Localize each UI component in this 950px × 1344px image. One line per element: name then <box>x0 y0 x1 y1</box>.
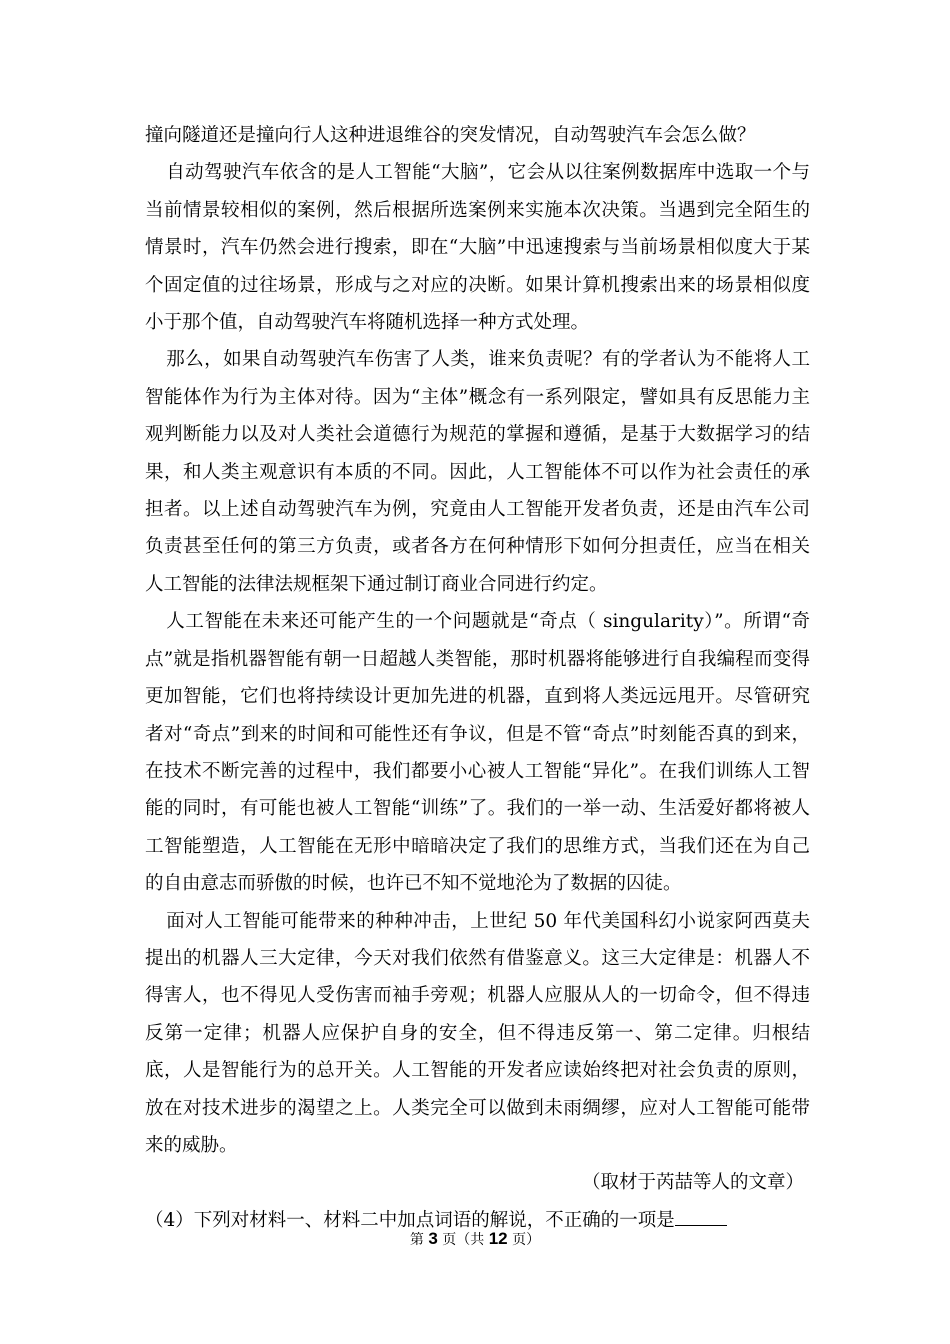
paragraph-three-laws: 面对人工智能可能带来的种种冲击，上世纪 50 年代美国科幻小说家阿西莫夫提出的机器人三大定律，今天对我们依然有借鉴意义。这三大定律是：机器人不得害人，也不得见人受伤害而袖手旁观；机器人应服从人的一切命令，但不得违反第一定律；机器人应保护自身的安全，但不得违反第一、第二定律。归根结底，人是智能行为的总开关。人工智能的开发者应读始终把对社会负责的原则，放在对技术进步的渴望之上。人类完全可以做到未雨绸缪，应对人工智能可能带来的威胁。 <box>145 910 810 1156</box>
current-page-number: 3 <box>428 1229 438 1248</box>
total-pages-number: 12 <box>488 1229 508 1248</box>
paragraph-autonomous-driving-decision: 自动驾驶汽车依含的是人工智能“大脑”，它会从以往案例数据库中选取一个与当前情景较相似的案例，然后根据所选案例来实施本次决策。当遇到完全陌生的情景时，汽车仍然会进行搜索，即在“大脑”中迅速搜索与当前场景相似度大于某个固定值的过往场景，形成与之对应的决断。如果计算机搜索出来的场景相似度小于那个值，自动驾驶汽车将随机选择一种方式处理。 <box>145 162 810 334</box>
answer-blank[interactable] <box>675 1207 727 1226</box>
footer-middle: 页（共 <box>437 1232 489 1248</box>
paragraph-continuation: 撞向隧道还是撞向行人这种进退维谷的突发情况，自动驾驶汽车会怎么做？ <box>145 125 756 146</box>
article-body <box>145 117 810 1239</box>
paragraph-responsibility: 那么，如果自动驾驶汽车伤害了人类，谁来负责呢？有的学者认为不能将人工智能体作为行为主体对待。因为“主体”概念有一系列限定，譬如具有反思能力主观判断能力以及对人类社会道德行为规范的掌握和遵循，是基于大数据学习的结果，和人类主观意识有本质的不同。因此，人工智能体不可以作为社会责任的承担者。以上述自动驾驶汽车为例，究竟由人工智能开发者负责，还是由汽车公司负责甚至任何的第三方负责，或者各方在何种情形下如何分担责任，应当在相关人工智能的法律法规框架下通过制订商业合同进行约定。 <box>145 349 810 595</box>
source-attribution: （取材于芮喆等人的文章） <box>581 1172 804 1194</box>
footer-suffix: 页） <box>507 1232 541 1248</box>
question-4-text: （4）下列对材料一、材料二中加点词语的解说，不正确的一项是 <box>145 1209 675 1231</box>
paragraph-singularity: 人工智能在未来还可能产生的一个问题就是“奇点（ singularity）”。所谓“奇点”就是指机器智能有朝一日超越人类智能，那时机器将能够进行自我编程而变得更加智能，它们也将持续设计更加先进的机器，直到将人类远远甩开。尽管研究者对“奇点”到来的时间和可能性还有争议，但是不管“奇点”时刻能否真的到来，在技术不断完善的过程中，我们都要小心被人工智能“异化”。在我们训练人工智能的同时，有可能也被人工智能“训练”了。我们的一举一动、生活爱好都将被人工智能塑造，人工智能在无形中暗暗决定了我们的思维方式，当我们还在为自己的自由意志而骄傲的时候，也许已不知不觉地沦为了数据的囚徒。 <box>145 611 810 895</box>
page-footer <box>0 1229 950 1250</box>
footer-prefix: 第 <box>409 1232 429 1248</box>
